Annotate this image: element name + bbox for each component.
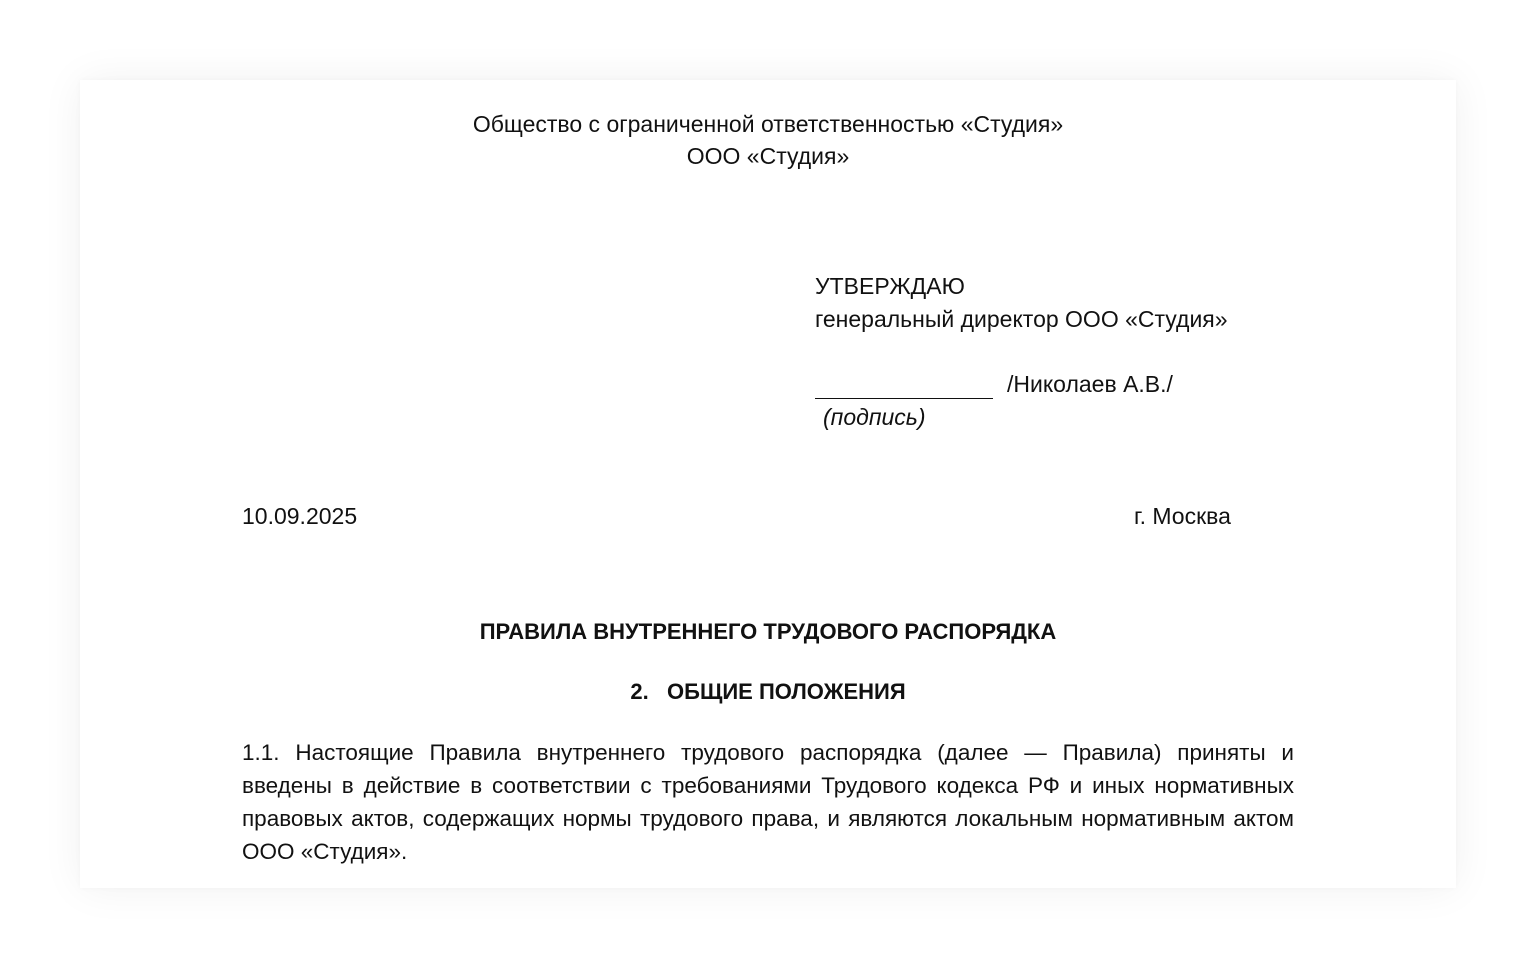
document-date: 10.09.2025: [242, 503, 358, 529]
document-page: [80, 80, 1456, 888]
organization-short-name: ООО «Студия»: [686, 143, 850, 169]
signature-caption: (подпись): [823, 404, 926, 430]
paragraph-1-1: 1.1. Настоящие Правила внутреннего трудового распорядка (далее — Правила) приняты и введены в действие в соответствии с требованиями Трудового кодекса РФ и иных нормативных правовых актов, содержащих нормы трудового права, и являются локальным нормативным актом ООО «Студия».: [242, 740, 1294, 864]
organization-full-name: Общество с ограниченной ответственностью «Студия»: [472, 111, 1064, 137]
approval-block: [815, 270, 1228, 336]
document-city: г. Москва: [1134, 503, 1231, 529]
signatory-name: /Николаев А.В./: [1007, 371, 1173, 397]
organization-header: [80, 108, 1456, 172]
approver-position: генеральный директор ООО «Студия»: [815, 306, 1228, 332]
document-title: ПРАВИЛА ВНУТРЕННЕГО ТРУДОВОГО РАСПОРЯДКА: [479, 619, 1057, 644]
section-heading-text: 2. ОБЩИЕ ПОЛОЖЕНИЯ: [630, 679, 906, 704]
approval-title: УТВЕРЖДАЮ: [815, 273, 965, 299]
signature-row: [815, 369, 1173, 399]
signature-line: [815, 372, 993, 399]
section-heading: [80, 677, 1456, 707]
